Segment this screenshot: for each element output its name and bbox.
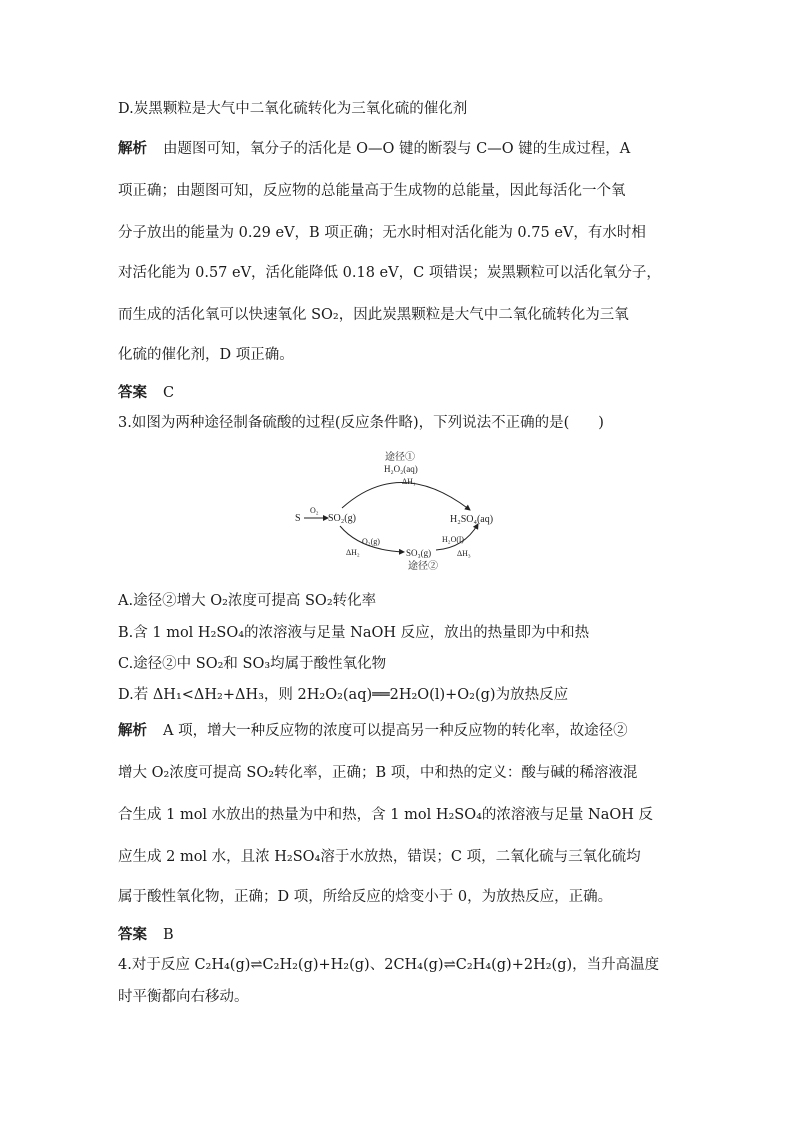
h2so4-label: H₂SO₄(aq) — [450, 514, 494, 525]
analysis2-line-2: 项正确；由题图可知，反应物的总能量高于生成物的总能量，因此每活化一个氧 — [118, 183, 626, 199]
o2-over-arrow: O₂ — [310, 506, 319, 515]
question3-option-a: A.途径②增大 O₂浓度可提高 SO₂转化率 — [118, 593, 377, 609]
s-label: S — [295, 513, 301, 524]
so3-label: SO₃(g) — [406, 548, 432, 558]
analysis3-line-4: 应生成 2 mol 水，且浓 H₂SO₄溶于水放热，错误；C 项，二氧化硫与三氧化硫均 — [118, 849, 641, 865]
analysis2-line-1: 解析 由题图可知，氧分子的活化是 O—O 键的断裂与 C—O 键的生成过程，A — [118, 140, 631, 157]
analysis3-label: 解析 — [118, 722, 147, 739]
route2-label: 途径② — [408, 561, 438, 572]
dh2-label: ΔH₂ — [346, 548, 360, 557]
route1-arc — [342, 482, 470, 510]
analysis3-line-3: 合生成 1 mol 水放出的热量为中和热，含 1 mol H₂SO₄的浓溶液与足量 NaOH 反 — [118, 807, 654, 823]
analysis3-line-5: 属于酸性氧化物，正确；D 项，所给反应的焓变小于 0，为放热反应，正确。 — [118, 889, 613, 905]
analysis2-line-4: 对活化能为 0.57 eV，活化能降低 0.18 eV，C 项错误；炭黑颗粒可以活化氧分子， — [118, 265, 661, 281]
analysis2-line-3: 分子放出的能量为 0.29 eV，B 项正确；无水时相对活化能为 0.75 eV，有水时相 — [118, 225, 646, 241]
question4-line-1: 4.对于反应 C₂H₄(g)⇌C₂H₂(g)+H₂(g)、2CH₄(g)⇌C₂H₄(g)+2H₂(g)，当升高温度 — [118, 957, 660, 973]
question3-option-c: C.途径②中 SO₂和 SO₃均属于酸性氧化物 — [118, 656, 387, 672]
question4-line-2: 时平衡都向右移动。 — [118, 989, 249, 1005]
analysis2-line-6: 化硫的催化剂，D 项正确。 — [118, 347, 294, 363]
o2g-label: O₂(g) — [362, 537, 380, 546]
analysis2-line-5: 而生成的活化氧可以快速氧化 SO₂，因此炭黑颗粒是大气中二氧化硫转化为三氧 — [118, 307, 629, 323]
route1-reagent: H₂O₂(aq) — [384, 464, 418, 474]
so2-label: SO₂(g) — [328, 513, 356, 524]
route1-label: 途径① — [385, 452, 415, 463]
dh1-label: ΔH₁ — [402, 477, 416, 486]
answer2 — [118, 384, 174, 402]
h2o-label: H₂O(l) — [442, 535, 464, 544]
analysis3-line-1: 解析 A 项，增大一种反应物的浓度可以提高另一种反应物的转化率，故途径② — [118, 722, 628, 739]
analysis3-line-2: 增大 O₂浓度可提高 SO₂转化率，正确；B 项，中和热的定义：酸与碱的稀溶液混 — [118, 765, 638, 781]
answer2-label: 答案 — [118, 384, 147, 401]
option-d-prev: D.炭黑颗粒是大气中二氧化硫转化为三氧化硫的催化剂 — [118, 101, 468, 117]
question3-stem: 3.如图为两种途径制备硫酸的过程(反应条件略)，下列说法不正确的是( ) — [118, 415, 604, 431]
answer3 — [118, 926, 174, 944]
answer3-value: B — [163, 927, 174, 943]
question3-option-b: B.含 1 mol H₂SO₄的浓溶液与足量 NaOH 反应，放出的热量即为中和热 — [118, 625, 590, 641]
dh3-label: ΔH₃ — [457, 549, 471, 558]
question3-option-d: D.若 ΔH₁<ΔH₂+ΔH₃，则 2H₂O₂(aq)══2H₂O(l)+O₂(g)为放热反应 — [118, 687, 569, 703]
answer2-value: C — [163, 385, 175, 401]
answer3-label: 答案 — [118, 926, 147, 943]
reaction-pathway-diagram — [290, 448, 510, 578]
analysis2-label: 解析 — [118, 140, 147, 157]
